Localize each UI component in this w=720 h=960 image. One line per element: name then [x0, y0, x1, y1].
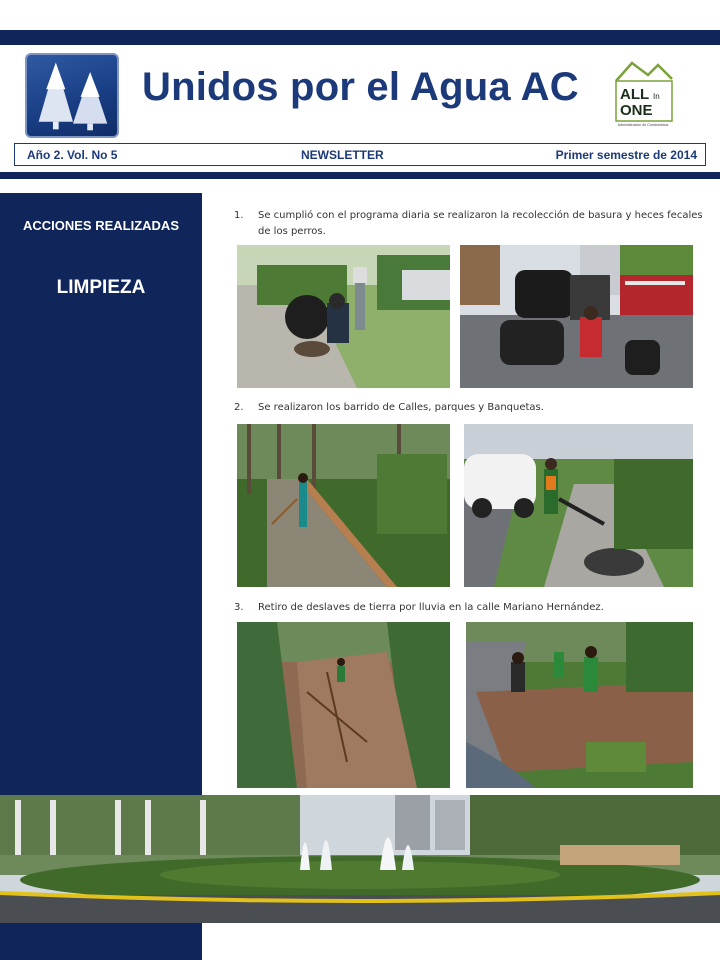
header-bottom-bar — [0, 172, 720, 179]
logo-caption: Administración de Condominios — [617, 123, 669, 127]
logo-line2: ONE — [620, 102, 653, 119]
logo-line1: ALL — [620, 86, 650, 103]
photo-trash-bags-truck — [460, 245, 693, 388]
list-item — [234, 208, 704, 240]
issue-number: Año 2. Vol. No 5 — [27, 148, 118, 162]
logo-small: In — [653, 92, 660, 101]
photo-street-sweeper-blower — [464, 424, 693, 587]
item-text: Retiro de deslaves de tierra por lluvia en la calle Mariano Hernández. — [258, 602, 604, 613]
item-number: 2. — [234, 402, 244, 413]
item-number: 1. — [234, 210, 244, 221]
issue-info-bar — [14, 143, 706, 166]
all-in-one-logo — [610, 55, 676, 131]
item-number: 3. — [234, 602, 244, 613]
fountain-banner-photo — [0, 795, 720, 923]
sidebar-section-title: LIMPIEZA — [56, 277, 146, 298]
item-text: Se realizaron los barrido de Calles, parques y Banquetas. — [258, 402, 544, 413]
sidebar-heading: ACCIONES REALIZADAS — [22, 218, 179, 233]
pine-trees-logo — [25, 53, 119, 138]
photo-landslide-cleanup-crew — [466, 622, 693, 788]
newsletter-title: Unidos por el Agua AC — [142, 65, 579, 109]
photo-trash-collection-sidewalk — [237, 245, 450, 388]
newsletter-label: NEWSLETTER — [301, 148, 384, 162]
list-item — [234, 400, 704, 416]
item-text: Se cumplió con el programa diaria se realizaron la recolección de basura y heces fecales de los perros. — [258, 210, 703, 237]
list-item — [234, 600, 704, 616]
photo-sweeping-park-path — [237, 424, 450, 587]
header-top-bar — [0, 30, 720, 45]
issue-period: Primer semestre de 2014 — [555, 148, 697, 162]
photo-landslide-slope — [237, 622, 450, 788]
